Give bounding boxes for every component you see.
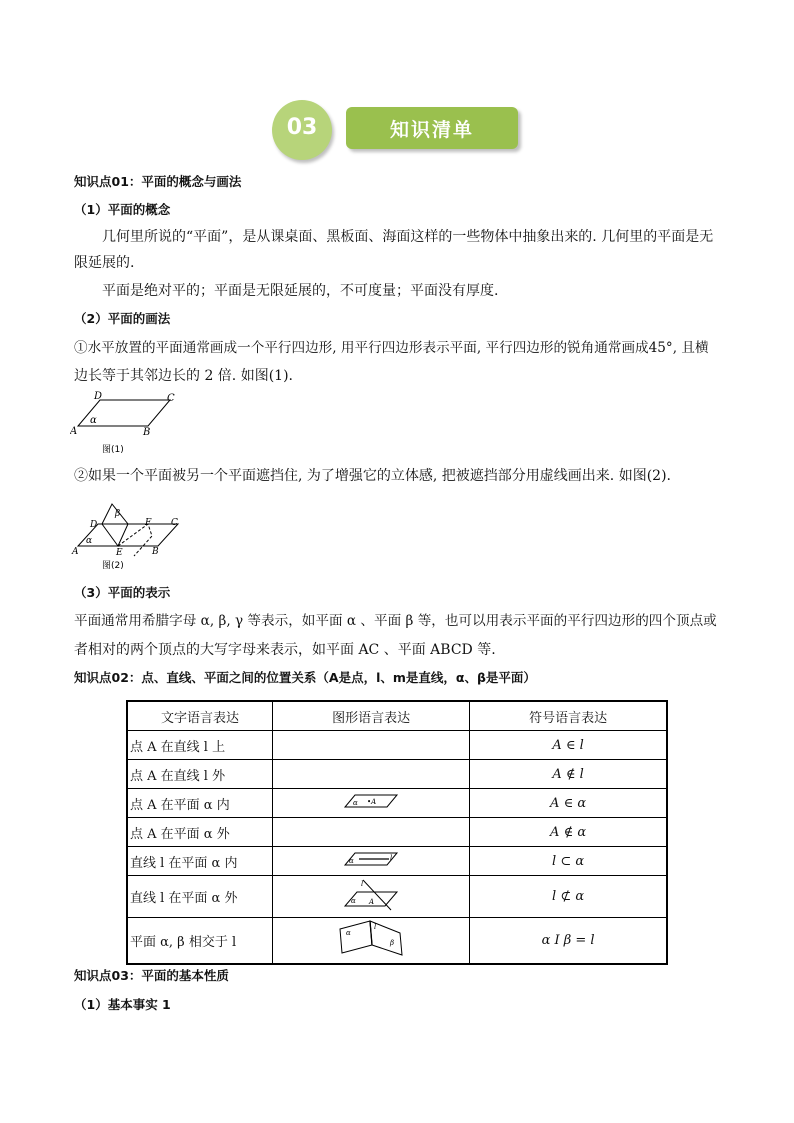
figure-2-intersecting-planes (70, 496, 190, 572)
row-text: 点 A 在平面 α 外 (127, 818, 273, 847)
fig1-label-c: C (167, 393, 175, 404)
table-row (127, 876, 667, 918)
svg-text:F: F (145, 518, 152, 528)
figure-1-parallelogram (70, 390, 190, 458)
table-row (127, 847, 667, 876)
table-header-cell: 图形语言表达 (273, 701, 470, 731)
svg-text:A: A (72, 547, 79, 557)
svg-text:β: β (115, 509, 121, 519)
point-in-plane-figure (341, 792, 401, 810)
fig1-label-alpha: α (90, 415, 97, 426)
table-header-row (127, 701, 667, 731)
table-row (127, 918, 667, 964)
row-symbol: l ⊂ α (470, 847, 667, 876)
svg-text:α: α (351, 896, 356, 905)
table-header-cell: 符号语言表达 (470, 701, 667, 731)
kp1-s1-p1-line1: 几何里所说的“平面”，是从课桌面、黑板面、海面这样的一些物体中抽象出来的. 几何里的平面是无 (102, 229, 714, 245)
kp1-s2-title: （2）平面的画法 (74, 311, 171, 326)
fig1-label-a: A (70, 426, 78, 437)
row-figure (273, 818, 470, 847)
kp1-s2-item2: ②如果一个平面被另一个平面遮挡住, 为了增强它的立体感, 把被遮挡部分用虚线画出来. 如图(2). (74, 468, 671, 484)
kp1-s3-line1: 平面通常用希腊字母 α, β, γ 等表示，如平面 α 、平面 β 等，也可以用表示平面的平行四边形的四个顶点或 (74, 613, 717, 629)
relation-table (126, 700, 668, 965)
svg-text:α: α (349, 857, 354, 865)
row-text: 直线 l 在平面 α 内 (127, 847, 273, 876)
figure-2-caption: 图(2) (102, 561, 124, 571)
svg-text:E: E (116, 548, 123, 558)
section-number: 03 (286, 115, 318, 140)
svg-text:β: β (390, 939, 395, 948)
row-figure (273, 731, 470, 760)
row-figure (273, 847, 470, 876)
row-text: 点 A 在平面 α 内 (127, 789, 273, 818)
row-symbol: A ∈ l (470, 731, 667, 760)
svg-text:D: D (90, 520, 98, 530)
row-text: 点 A 在直线 l 外 (127, 760, 273, 789)
kp3-title: 知识点03：平面的基本性质 (74, 968, 229, 983)
row-text: 直线 l 在平面 α 外 (127, 876, 273, 918)
svg-text:A: A (369, 897, 375, 906)
row-symbol: l ⊄ α (470, 876, 667, 918)
svg-text:•A: •A (367, 798, 377, 806)
table-row (127, 818, 667, 847)
row-text: 点 A 在直线 l 上 (127, 731, 273, 760)
kp1-title: 知识点01：平面的概念与画法 (74, 174, 242, 189)
kp2-title: 知识点02：点、直线、平面之间的位置关系（A是点，l、m是直线，α、β是平面） (74, 670, 536, 685)
table-row (127, 789, 667, 818)
row-figure (273, 789, 470, 818)
kp1-s3-line2: 者相对的两个顶点的大写字母来表示，如平面 AC 、平面 ABCD 等. (74, 642, 496, 658)
svg-text:l: l (361, 879, 364, 888)
kp1-s2-item1-line1: ①水平放置的平面通常画成一个平行四边形, 用平行四边形表示平面, 平行四边形的锐角通常画成45°, 且横 (74, 340, 709, 356)
row-figure (273, 760, 470, 789)
row-symbol: α I β = l (470, 918, 667, 964)
svg-text:l: l (374, 923, 377, 932)
kp1-s2-item1-line2: 边长等于其邻边长的 2 倍. 如图(1). (74, 368, 293, 384)
kp1-s1-p2: 平面是绝对平的；平面是无限延展的，不可度量；平面没有厚度. (102, 283, 499, 299)
row-figure (273, 876, 470, 918)
fig1-label-b: B (143, 427, 151, 438)
svg-text:l: l (390, 854, 393, 862)
line-outside-plane-figure (341, 878, 401, 912)
table-row (127, 731, 667, 760)
table-row (127, 760, 667, 789)
svg-text:α: α (86, 536, 93, 546)
section-title: 知识清单 (389, 119, 474, 141)
svg-text:α: α (346, 929, 351, 938)
kp3-s1-title: （1）基本事实 1 (74, 997, 171, 1012)
svg-text:C: C (171, 518, 178, 528)
row-symbol: A ∉ l (470, 760, 667, 789)
line-in-plane-figure (341, 850, 401, 868)
table-header-cell: 文字语言表达 (127, 701, 273, 731)
kp1-s1-p1-line2: 限延展的. (74, 255, 135, 271)
kp1-s1-title: （1）平面的概念 (74, 202, 171, 217)
figure-1-caption: 图(1) (102, 445, 124, 455)
row-figure (273, 918, 470, 964)
row-text: 平面 α, β 相交于 l (127, 918, 273, 964)
fig1-label-d: D (94, 391, 103, 402)
intersecting-planes-figure (336, 919, 406, 957)
svg-text:α: α (353, 799, 358, 807)
svg-text:B: B (152, 547, 159, 557)
kp1-s3-title: （3）平面的表示 (74, 585, 171, 600)
row-symbol: A ∉ α (470, 818, 667, 847)
row-symbol: A ∈ α (470, 789, 667, 818)
